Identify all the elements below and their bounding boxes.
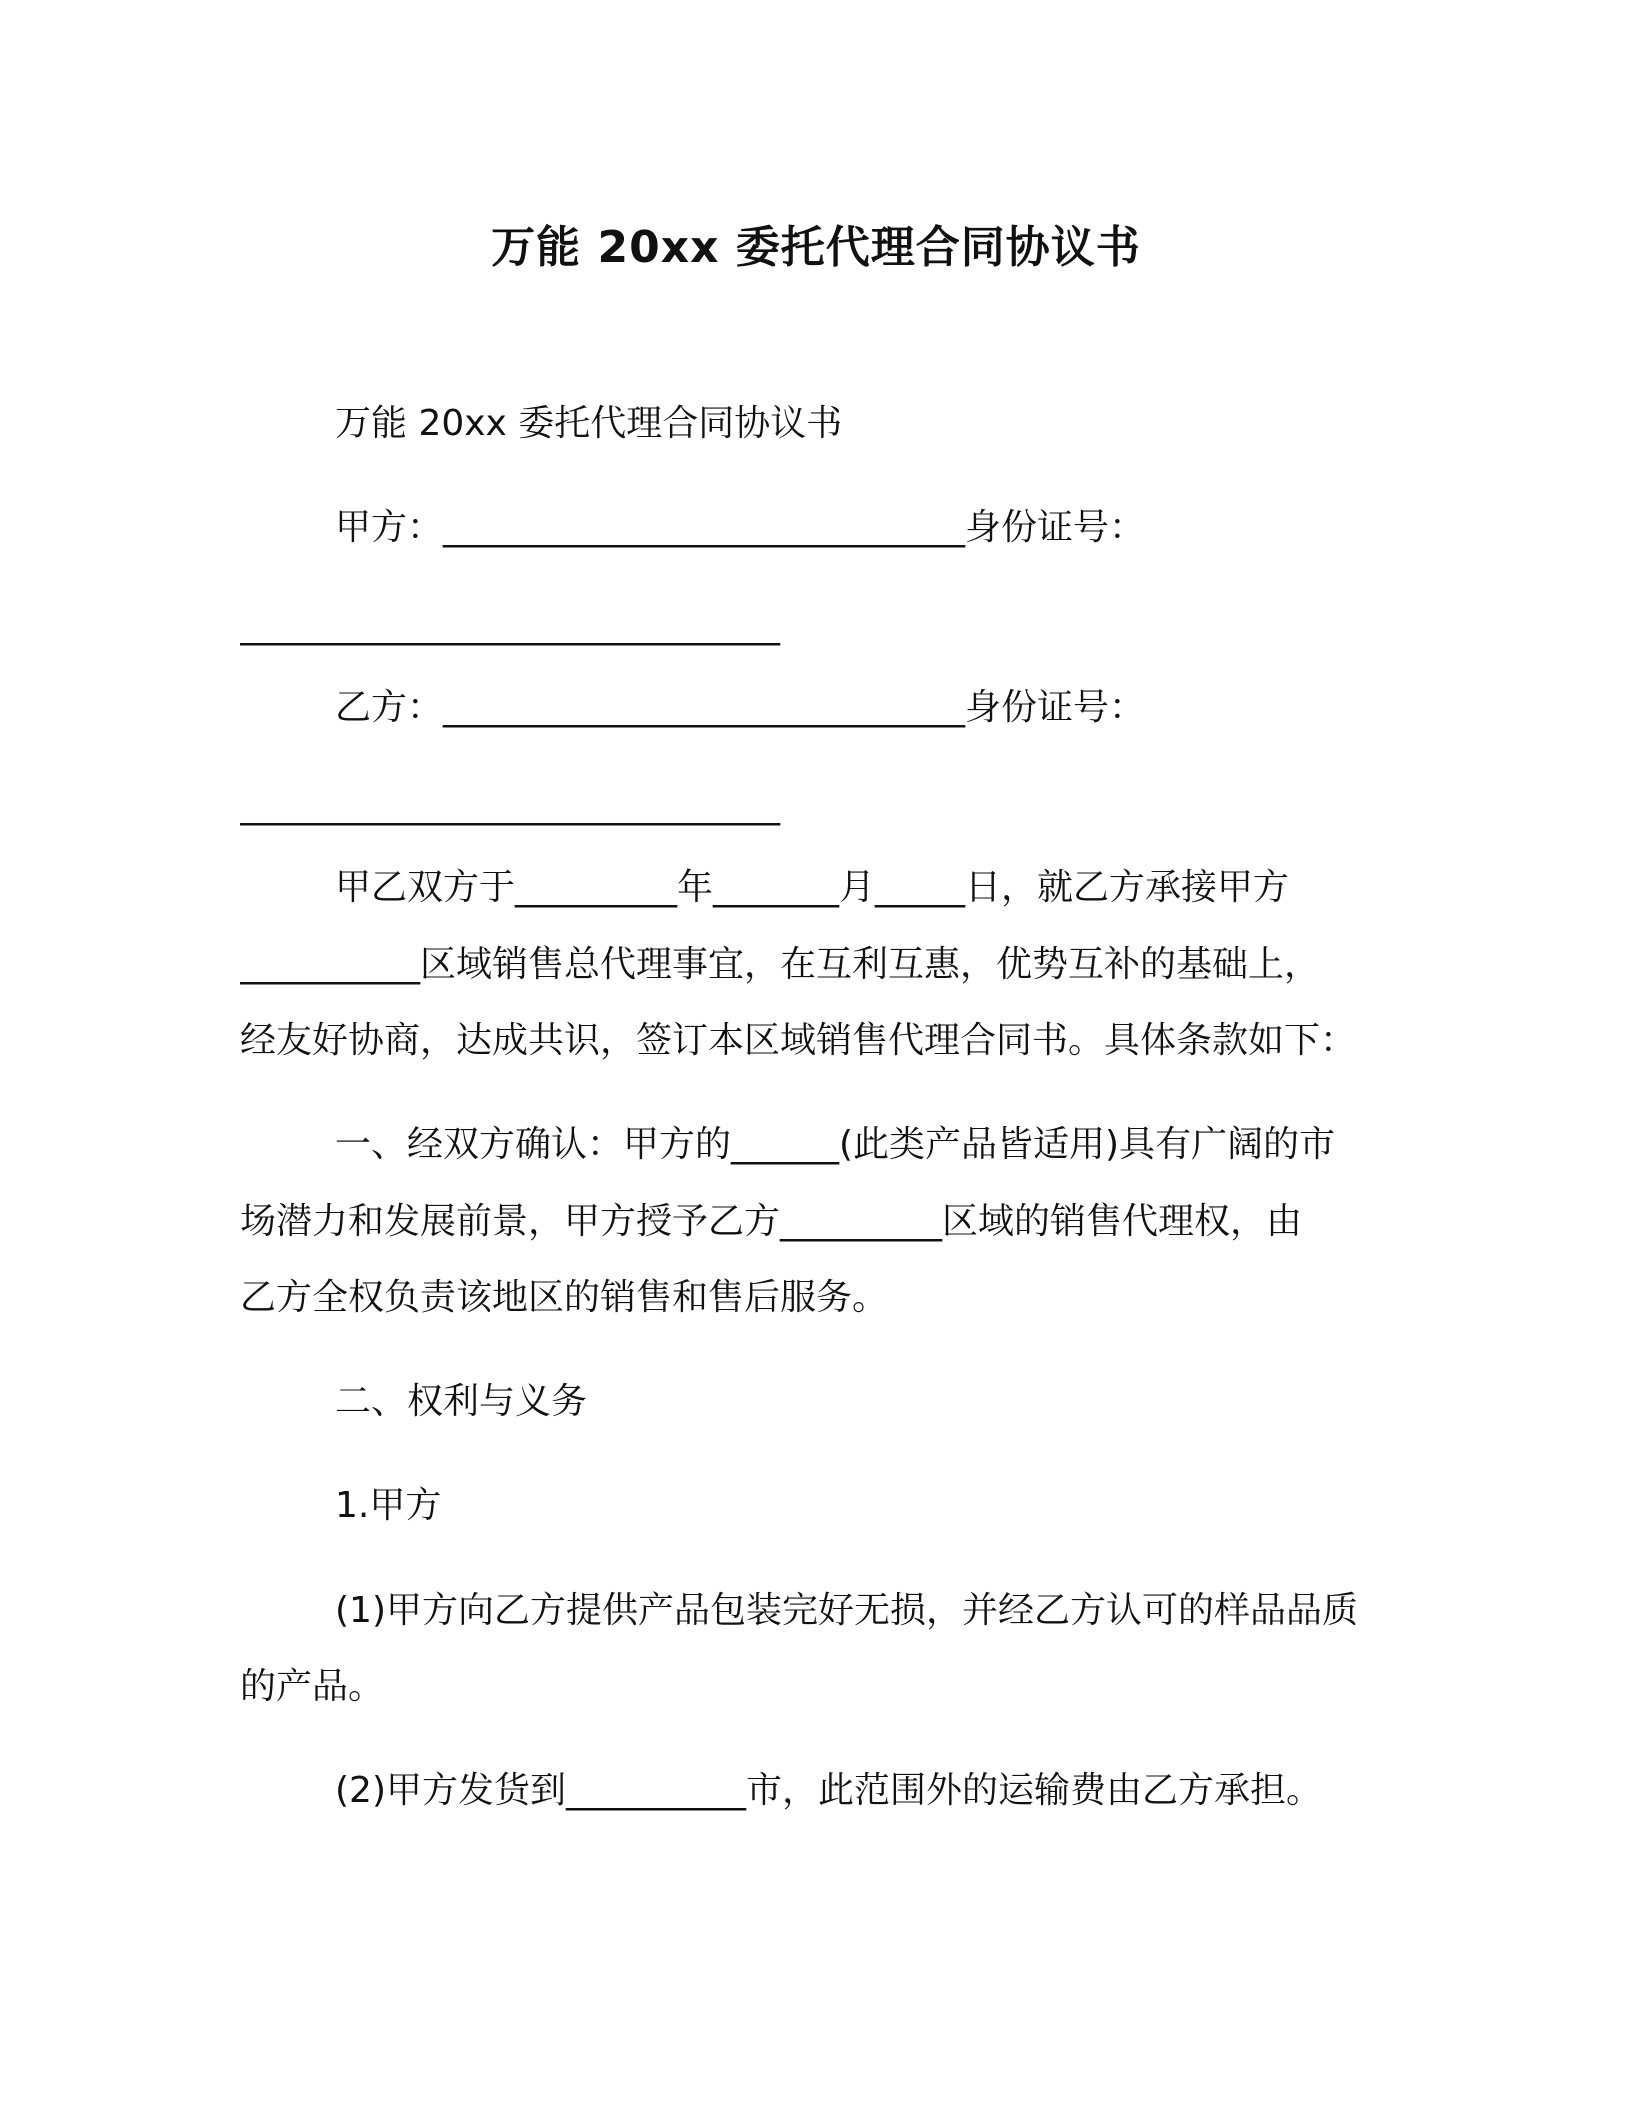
party-b-id-line: ______________________________ xyxy=(240,785,780,826)
paragraph-subtitle: 万能 20xx 委托代理合同协议书 xyxy=(335,403,843,444)
intro-line-3: 经友好协商，达成共识，签订本区域销售代理合同书。具体条款如下： xyxy=(240,1020,1357,1061)
clause-1-line-2: 场潜力和发展前景，甲方授予乙方_________区域的销售代理权，由 xyxy=(240,1201,1303,1242)
item-1-line-1: (1)甲方向乙方提供产品包装完好无损，并经乙方认可的样品品质 xyxy=(335,1590,1358,1631)
subsection-heading: 1.甲方 xyxy=(335,1485,442,1526)
intro-line-1: 甲乙双方于_________年_______月_____日，就乙方承接甲方 xyxy=(335,867,1290,908)
party-b-line: 乙方：_____________________________身份证号： xyxy=(335,687,1146,728)
section-heading: 二、权利与义务 xyxy=(335,1381,588,1422)
party-a-id-line: ______________________________ xyxy=(240,605,780,646)
clause-1-line-1: 一、经双方确认：甲方的______(此类产品皆适用)具有广阔的市 xyxy=(335,1124,1336,1165)
item-1-line-2: 的产品。 xyxy=(240,1666,385,1707)
item-2-line: (2)甲方发货到__________市，此范围外的运输费由乙方承担。 xyxy=(335,1770,1322,1811)
party-a-line: 甲方：_____________________________身份证号： xyxy=(335,507,1146,548)
clause-1-line-3: 乙方全权负责该地区的销售和售后服务。 xyxy=(240,1277,889,1318)
document-title: 万能 20xx 委托代理合同协议书 xyxy=(491,222,1141,273)
intro-line-2: __________区域销售总代理事宜，在互利互惠，优势互补的基础上， xyxy=(240,944,1321,985)
